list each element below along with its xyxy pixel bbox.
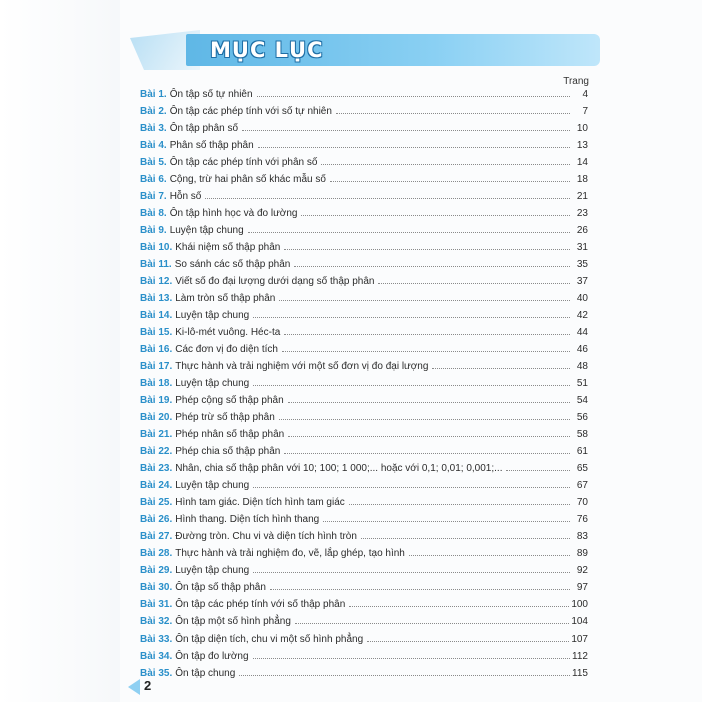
dot-leader — [258, 141, 570, 148]
lesson-title: Phép nhân số thập phân — [175, 429, 285, 441]
dot-leader — [282, 345, 570, 352]
dot-leader — [284, 447, 570, 454]
lesson-number: Bài 9. — [140, 225, 167, 237]
lesson-page: 54 — [576, 395, 588, 407]
lesson-title: Ôn tập các phép tính với số tự nhiên — [169, 106, 332, 118]
lesson-number: Bài 18. — [140, 378, 173, 390]
lesson-page: 65 — [576, 463, 588, 475]
page-number: 2 — [144, 678, 152, 693]
lesson-title: Khái niệm số thập phân — [175, 242, 281, 254]
dot-leader — [253, 311, 570, 318]
toc-entry — [140, 276, 588, 293]
lesson-number: Bài 6. — [140, 174, 167, 186]
dot-leader — [295, 617, 569, 624]
dot-leader — [284, 243, 570, 250]
lesson-title: Ôn tập số thập phân — [175, 582, 266, 594]
lesson-page: 21 — [576, 191, 588, 203]
toc-entry — [140, 208, 588, 225]
lesson-page: 70 — [576, 497, 588, 509]
lesson-page: 14 — [576, 157, 588, 169]
lesson-number: Bài 34. — [140, 650, 173, 662]
lesson-page: 104 — [571, 616, 588, 628]
lesson-number: Bài 26. — [140, 514, 173, 526]
lesson-page: 18 — [576, 174, 588, 186]
toc-entry — [140, 174, 588, 191]
lesson-number: Bài 25. — [140, 497, 173, 509]
lesson-page: 4 — [582, 89, 588, 100]
lesson-page: 7 — [582, 106, 588, 118]
lesson-number: Bài 29. — [140, 565, 173, 577]
lesson-number: Bài 22. — [140, 446, 173, 458]
lesson-page: 44 — [576, 327, 588, 339]
lesson-number: Bài 24. — [140, 480, 173, 492]
lesson-page: 42 — [576, 310, 588, 322]
lesson-number: Bài 10. — [140, 242, 173, 254]
lesson-title: Luyện tập chung — [175, 310, 250, 322]
toc-entry — [140, 429, 588, 446]
toc-entry — [140, 327, 588, 344]
dot-leader — [253, 379, 570, 386]
dot-leader — [270, 583, 570, 590]
lesson-title: Luyện tập chung — [175, 480, 250, 492]
dot-leader — [279, 294, 570, 301]
lesson-title: Luyện tập chung — [175, 565, 250, 577]
lesson-page: 31 — [576, 242, 588, 254]
dot-leader — [432, 362, 570, 369]
lesson-title: Cộng, trừ hai phân số khác mẫu số — [169, 174, 326, 186]
toc-entry — [140, 651, 588, 668]
toc-entry — [140, 361, 588, 378]
dot-leader — [409, 549, 570, 556]
lesson-title: Hình tam giác. Diện tích hình tam giác — [175, 497, 345, 509]
lesson-number: Bài 28. — [140, 548, 173, 560]
dot-leader — [253, 566, 570, 573]
lesson-number: Bài 27. — [140, 531, 173, 543]
dot-leader — [257, 90, 570, 97]
lesson-number: Bài 14. — [140, 310, 173, 322]
lesson-page: 10 — [576, 123, 588, 135]
dot-leader — [205, 192, 570, 199]
lesson-number: Bài 4. — [140, 140, 167, 152]
toc-entry — [140, 565, 588, 582]
lesson-page: 56 — [576, 412, 588, 424]
lesson-number: Bài 30. — [140, 582, 173, 594]
toc-entry — [140, 514, 588, 531]
lesson-page: 97 — [576, 582, 588, 594]
page-title: MỤC LỤC — [210, 38, 324, 62]
dot-leader — [253, 481, 570, 488]
table-of-contents — [140, 89, 588, 685]
dot-leader — [284, 328, 570, 335]
toc-entry — [140, 140, 588, 157]
lesson-number: Bài 33. — [140, 633, 173, 645]
toc-entry — [140, 344, 588, 361]
lesson-number: Bài 8. — [140, 208, 167, 220]
lesson-title: Ôn tập phân số — [169, 123, 239, 135]
lesson-title: Luyện tập chung — [169, 225, 244, 237]
lesson-page: 83 — [576, 531, 588, 543]
lesson-title: Ôn tập hình học và đo lường — [169, 208, 298, 220]
lesson-number: Bài 20. — [140, 412, 173, 424]
lesson-title: Ôn tập các phép tính với phân số — [169, 157, 318, 169]
lesson-title: Ôn tập số tự nhiên — [169, 89, 253, 100]
lesson-number: Bài 21. — [140, 429, 173, 441]
dot-leader — [248, 226, 570, 233]
lesson-number: Bài 16. — [140, 344, 173, 356]
toc-entry — [140, 157, 588, 174]
lesson-page: 112 — [572, 650, 588, 662]
lesson-title: Thực hành và trải nghiệm đo, vẽ, lắp ghép, tạo hình — [175, 548, 405, 560]
lesson-page: 92 — [576, 565, 588, 577]
lesson-title: So sánh các số thập phân — [174, 259, 291, 271]
toc-entry — [140, 310, 588, 327]
page-gutter — [0, 0, 120, 702]
lesson-number: Bài 7. — [140, 191, 167, 203]
arrow-left-icon — [128, 679, 140, 695]
lesson-page: 89 — [576, 548, 588, 560]
dot-leader — [242, 124, 570, 131]
lesson-title: Nhân, chia số thập phân với 10; 100; 1 000;... hoặc với 0,1; 0,01; 0,001;... — [175, 463, 503, 475]
dot-leader — [279, 413, 570, 420]
lesson-page: 40 — [576, 293, 588, 305]
lesson-title: Các đơn vị đo diện tích — [175, 344, 278, 356]
lesson-number: Bài 12. — [140, 276, 173, 288]
lesson-title: Thực hành và trải nghiệm với một số đơn vị đo đại lượng — [175, 361, 429, 373]
toc-entry — [140, 599, 588, 616]
lesson-page: 37 — [576, 276, 588, 288]
page-column-label: Trang — [563, 76, 589, 87]
lesson-title: Phép cộng số thập phân — [175, 395, 284, 407]
lesson-page: 48 — [576, 361, 588, 373]
lesson-title: Phân số thập phân — [169, 140, 254, 152]
lesson-number: Bài 2. — [140, 106, 167, 118]
lesson-title: Ôn tập diện tích, chu vi một số hình phẳng — [175, 633, 364, 645]
lesson-number: Bài 3. — [140, 123, 167, 135]
lesson-number: Bài 35. — [140, 667, 173, 679]
lesson-page: 76 — [576, 514, 588, 526]
toc-entry — [140, 395, 588, 412]
toc-entry — [140, 293, 588, 310]
lesson-number: Bài 11. — [140, 259, 172, 271]
lesson-page: 100 — [571, 599, 588, 611]
toc-entry — [140, 616, 588, 633]
lesson-title: Đường tròn. Chu vi và diện tích hình tròn — [175, 531, 357, 543]
lesson-title: Hỗn số — [169, 191, 202, 203]
toc-entry — [140, 242, 588, 259]
dot-leader — [288, 430, 570, 437]
lesson-title: Phép trừ số thập phân — [175, 412, 275, 424]
dot-leader — [349, 498, 570, 505]
toc-entry — [140, 668, 588, 685]
toc-entry — [140, 259, 588, 276]
lesson-title: Ôn tập một số hình phẳng — [175, 616, 291, 628]
lesson-title: Viết số đo đại lượng dưới dạng số thập phân — [175, 276, 375, 288]
dot-leader — [367, 635, 569, 642]
lesson-page: 13 — [576, 140, 588, 152]
toc-entry — [140, 582, 588, 599]
toc-entry — [140, 531, 588, 548]
lesson-page: 35 — [576, 259, 588, 271]
lesson-number: Bài 31. — [140, 599, 173, 611]
lesson-title: Phép chia số thập phân — [175, 446, 281, 458]
lesson-page: 67 — [576, 480, 588, 492]
lesson-title: Ôn tập các phép tính với số thập phân — [175, 599, 346, 611]
lesson-page: 26 — [576, 225, 588, 237]
lesson-title: Ôn tập đo lường — [175, 650, 249, 662]
toc-entry — [140, 480, 588, 497]
lesson-title: Luyện tập chung — [175, 378, 250, 390]
toc-entry — [140, 412, 588, 429]
toc-entry — [140, 123, 588, 140]
lesson-number: Bài 32. — [140, 616, 173, 628]
toc-entry — [140, 446, 588, 463]
lesson-number: Bài 15. — [140, 327, 173, 339]
toc-entry — [140, 89, 588, 106]
toc-entry — [140, 548, 588, 565]
dot-leader — [330, 175, 570, 182]
lesson-title: Làm tròn số thập phân — [175, 293, 276, 305]
lesson-number: Bài 13. — [140, 293, 173, 305]
dot-leader — [336, 107, 570, 114]
dot-leader — [323, 515, 570, 522]
toc-entry — [140, 191, 588, 208]
dot-leader — [294, 260, 570, 267]
lesson-number: Bài 1. — [140, 89, 167, 100]
toc-entry — [140, 225, 588, 242]
dot-leader — [378, 277, 570, 284]
toc-entry — [140, 634, 588, 651]
dot-leader — [239, 669, 570, 676]
lesson-title: Ôn tập chung — [175, 667, 236, 679]
toc-entry — [140, 106, 588, 123]
dot-leader — [321, 158, 570, 165]
toc-entry — [140, 463, 588, 480]
lesson-number: Bài 17. — [140, 361, 173, 373]
lesson-page: 107 — [571, 633, 588, 645]
lesson-page: 23 — [576, 208, 588, 220]
lesson-title: Hình thang. Diện tích hình thang — [175, 514, 320, 526]
dot-leader — [349, 600, 569, 607]
page-number-badge — [128, 676, 168, 698]
dot-leader — [253, 652, 570, 659]
toc-entry — [140, 497, 588, 514]
lesson-page: 51 — [576, 378, 588, 390]
lesson-number: Bài 23. — [140, 463, 173, 475]
lesson-page: 46 — [576, 344, 588, 356]
lesson-page: 115 — [572, 667, 588, 679]
toc-entry — [140, 378, 588, 395]
dot-leader — [506, 464, 570, 471]
lesson-title: Ki-lô-mét vuông. Héc-ta — [175, 327, 281, 339]
lesson-page: 61 — [576, 446, 588, 458]
lesson-number: Bài 5. — [140, 157, 167, 169]
lesson-page: 58 — [576, 429, 588, 441]
dot-leader — [288, 396, 570, 403]
dot-leader — [361, 532, 570, 539]
lesson-number: Bài 19. — [140, 395, 173, 407]
dot-leader — [301, 209, 570, 216]
